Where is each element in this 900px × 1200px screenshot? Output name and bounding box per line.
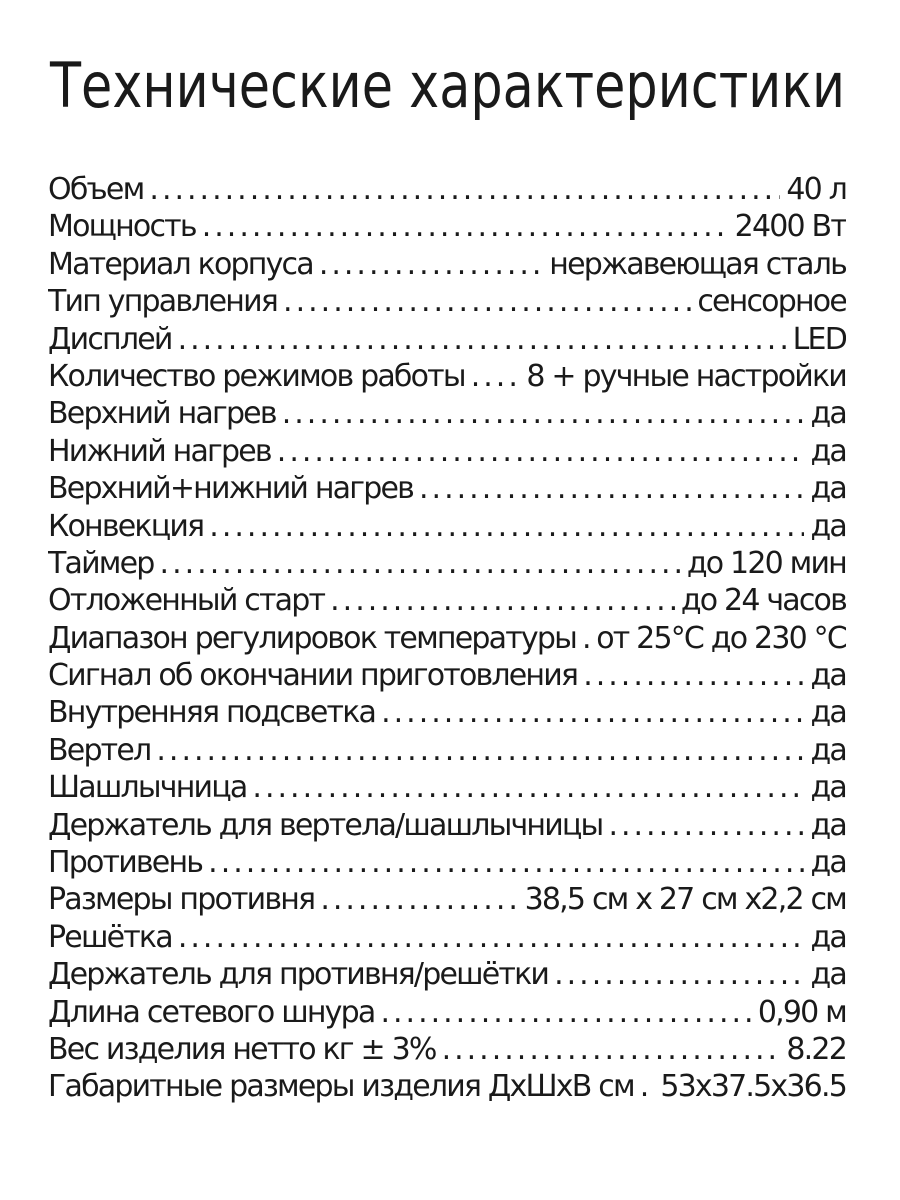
spec-label: Конвекция	[48, 508, 204, 544]
spec-row-convection	[48, 508, 846, 545]
spec-value: LED	[792, 321, 846, 357]
spec-value: до 120 мин	[686, 545, 846, 581]
spec-row-bottom-heating	[48, 433, 846, 470]
spec-label: Мощность	[48, 209, 196, 245]
spec-label: Диапазон регулировок температуры	[48, 620, 576, 656]
spec-value: да	[810, 845, 846, 881]
spec-label: Верхний нагрев	[48, 396, 276, 432]
spec-row-interior-light	[48, 694, 846, 731]
dot-leader	[471, 358, 521, 395]
spec-label: Дисплей	[48, 321, 172, 357]
dot-leader	[608, 807, 804, 844]
spec-label: Таймер	[48, 545, 154, 581]
spec-row-skewers	[48, 769, 846, 806]
spec-row-baking-tray	[48, 844, 846, 881]
spec-row-volume	[48, 171, 846, 208]
spec-row-top-bottom-heating	[48, 470, 846, 507]
spec-label: Решётка	[48, 919, 172, 955]
spec-row-top-heating	[48, 395, 846, 432]
spec-row-end-signal	[48, 657, 846, 694]
spec-label: Сигнал об окончании приготовления	[48, 658, 578, 694]
spec-row-tray-dimensions	[48, 881, 846, 918]
spec-row-control-type	[48, 283, 846, 320]
spec-row-body-material	[48, 246, 846, 283]
spec-value: сенсорное	[697, 284, 846, 320]
spec-value: да	[810, 433, 846, 469]
spec-label: Шашлычница	[48, 770, 247, 806]
spec-value: 2400 Вт	[734, 209, 846, 245]
spec-value: 8 + ручные настройки	[526, 358, 846, 394]
spec-row-temperature-range	[48, 620, 846, 657]
spec-value: да	[810, 658, 846, 694]
dot-leader	[442, 1031, 781, 1068]
spec-row-rotisserie-holder	[48, 807, 846, 844]
dot-leader	[582, 620, 590, 657]
spec-label: Противень	[48, 845, 203, 881]
spec-row-display	[48, 321, 846, 358]
dot-leader	[178, 919, 805, 956]
spec-value: да	[810, 732, 846, 768]
spec-value: да	[810, 770, 846, 806]
page-title: Технические характеристики	[50, 49, 846, 122]
spec-label: Тип управления	[48, 284, 278, 320]
spec-label: Размеры противня	[48, 882, 315, 918]
dot-leader	[419, 470, 804, 507]
spec-value: от 25°С до 230 °С	[596, 620, 846, 656]
dot-leader	[554, 956, 804, 993]
spec-value: 38,5 см х 27 см х2,2 см	[524, 882, 846, 918]
spec-value: 53x37.5x36.5	[660, 1069, 846, 1105]
spec-value: нержавеющая сталь	[549, 246, 846, 282]
dot-leader	[283, 283, 691, 320]
spec-label: Вес изделия нетто кг ± 3%	[48, 1031, 436, 1067]
spec-label: Габаритные размеры изделия ДхШхВ см	[48, 1069, 634, 1105]
spec-label: Объем	[48, 172, 144, 207]
dot-leader	[583, 657, 804, 694]
spec-value: 8.22	[786, 1031, 846, 1067]
dot-leader	[380, 994, 751, 1031]
spec-row-cord-length	[48, 994, 846, 1031]
spec-row-power	[48, 208, 846, 245]
spec-value: да	[810, 508, 846, 544]
dot-leader	[330, 582, 675, 619]
dot-leader	[277, 433, 805, 470]
spec-row-delayed-start	[48, 582, 846, 619]
spec-value: да	[810, 919, 846, 955]
spec-value: да	[810, 471, 846, 507]
spec-list	[48, 171, 846, 1106]
dot-leader	[320, 881, 518, 918]
spec-value: 40 л	[786, 172, 846, 207]
spec-row-timer	[48, 545, 846, 582]
spec-value: да	[810, 695, 846, 731]
dot-leader	[208, 844, 804, 881]
spec-row-overall-dimensions	[48, 1068, 846, 1105]
dot-leader	[178, 321, 787, 358]
spec-label: Длина сетевого шнура	[48, 994, 375, 1030]
dot-leader	[209, 508, 804, 545]
spec-label: Держатель для вертела/шашлычницы	[48, 807, 603, 843]
dot-leader	[381, 694, 804, 731]
spec-value: до 24 часов	[680, 583, 846, 619]
spec-value: да	[810, 807, 846, 843]
dot-leader	[319, 246, 543, 283]
spec-row-rotisserie	[48, 732, 846, 769]
dot-leader	[149, 171, 780, 208]
spec-row-grill-rack	[48, 919, 846, 956]
dot-leader	[640, 1068, 655, 1105]
spec-row-modes-count	[48, 358, 846, 395]
dot-leader	[252, 769, 804, 806]
dot-leader	[156, 732, 804, 769]
spec-value: да	[810, 957, 846, 993]
dot-leader	[282, 395, 805, 432]
dot-leader	[160, 545, 681, 582]
spec-label: Материал корпуса	[48, 246, 313, 282]
spec-label: Верхний+нижний нагрев	[48, 471, 414, 507]
spec-value: да	[810, 396, 846, 432]
spec-value: 0,90 м	[757, 994, 846, 1030]
spec-row-net-weight	[48, 1031, 846, 1068]
spec-row-tray-holder	[48, 956, 846, 993]
spec-label: Количество режимов работы	[48, 358, 465, 394]
spec-label: Вертел	[48, 732, 151, 768]
dot-leader	[202, 208, 729, 245]
spec-label: Нижний нагрев	[48, 433, 271, 469]
spec-label: Внутренняя подсветка	[48, 695, 376, 731]
spec-label: Держатель для противня/решётки	[48, 957, 549, 993]
spec-label: Отложенный старт	[48, 583, 325, 619]
